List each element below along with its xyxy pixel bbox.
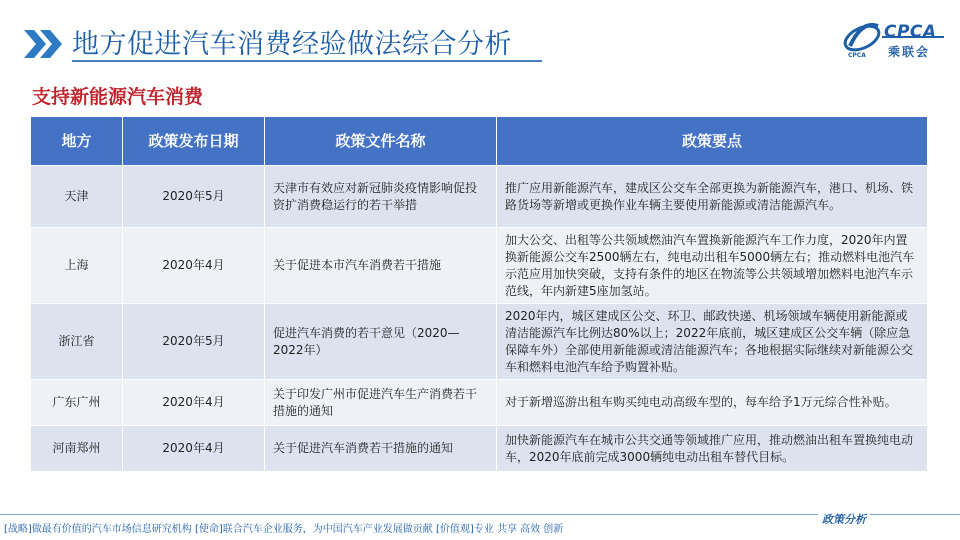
footer-divider bbox=[0, 514, 960, 515]
section-subtitle: 支持新能源汽车消费 bbox=[32, 86, 204, 108]
cell-document: 关于促进汽车消费若干措施的通知 bbox=[265, 426, 497, 472]
footer-section-label: 政策分析 bbox=[818, 511, 870, 527]
cell-points: 2020年内，城区建成区公交、环卫、邮政快递、机场领域车辆使用新能源或清洁能源汽车比例达80%以上；2022年底前，城区建成区公交车辆（除应急保障车外）全部使用新能源或清洁能源汽车；各地根据实际继续对新能源公交车和燃料电池汽车给予购置补贴。 bbox=[497, 304, 928, 380]
table-row bbox=[31, 166, 928, 228]
logo-subtext: 乘联会 bbox=[888, 45, 931, 59]
header-document: 政策文件名称 bbox=[265, 117, 497, 166]
cell-points: 加大公交、出租等公共领域燃油汽车置换新能源汽车工作力度，2020年内置换新能源公交车2500辆左右，纯电动出租车5000辆左右；推动燃料电池汽车示范应用加快突破，支持有条件的地区在物流等公共领域增加燃料电池汽车示范线，年内新建5座加氢站。 bbox=[497, 228, 928, 304]
logo-text: CPCA bbox=[884, 22, 937, 42]
cell-date: 2020年5月 bbox=[123, 304, 265, 380]
cell-date: 2020年4月 bbox=[123, 426, 265, 472]
header-region: 地方 bbox=[31, 117, 123, 166]
footer-mission-text: [战略]做最有价值的汽车市场信息研究机构 [使命]联合汽车企业服务，为中国汽车产业发展做贡献 [价值观]专业 共享 高效 创新 bbox=[4, 524, 564, 535]
header-date: 政策发布日期 bbox=[123, 117, 265, 166]
cell-points: 对于新增巡游出租车购买纯电动高级车型的，每车给予1万元综合性补贴。 bbox=[497, 380, 928, 426]
cell-region: 广东广州 bbox=[31, 380, 123, 426]
double-chevron-right-icon bbox=[22, 28, 66, 60]
cell-document: 关于印发广州市促进汽车生产消费若干措施的通知 bbox=[265, 380, 497, 426]
cell-region: 天津 bbox=[31, 166, 123, 228]
cell-points: 推广应用新能源汽车，建成区公交车全部更换为新能源汽车，港口、机场、铁路货场等新增或更换作业车辆主要使用新能源或清洁能源汽车。 bbox=[497, 166, 928, 228]
logo-tiny-text: CPCA bbox=[848, 52, 866, 59]
cell-region: 上海 bbox=[31, 228, 123, 304]
title-underline bbox=[72, 60, 542, 62]
cell-points: 加快新能源汽车在城市公共交通等领域推广应用，推动燃油出租车置换纯电动车，2020年底前完成3000辆纯电动出租车替代目标。 bbox=[497, 426, 928, 472]
table-header-row bbox=[31, 117, 928, 166]
page-title: 地方促进汽车消费经验做法综合分析 bbox=[72, 29, 512, 60]
cell-document: 天津市有效应对新冠肺炎疫情影响促投资扩消费稳运行的若干举措 bbox=[265, 166, 497, 228]
table-row bbox=[31, 228, 928, 304]
cell-region: 浙江省 bbox=[31, 304, 123, 380]
cell-date: 2020年4月 bbox=[123, 380, 265, 426]
cell-document: 促进汽车消费的若干意见（2020—2022年） bbox=[265, 304, 497, 380]
cell-document: 关于促进本市汽车消费若干措施 bbox=[265, 228, 497, 304]
cell-region: 河南郑州 bbox=[31, 426, 123, 472]
cell-date: 2020年4月 bbox=[123, 228, 265, 304]
table-row bbox=[31, 426, 928, 472]
cell-date: 2020年5月 bbox=[123, 166, 265, 228]
table-row bbox=[31, 304, 928, 380]
policy-table bbox=[30, 116, 928, 472]
header-points: 政策要点 bbox=[497, 117, 928, 166]
table-row bbox=[31, 380, 928, 426]
